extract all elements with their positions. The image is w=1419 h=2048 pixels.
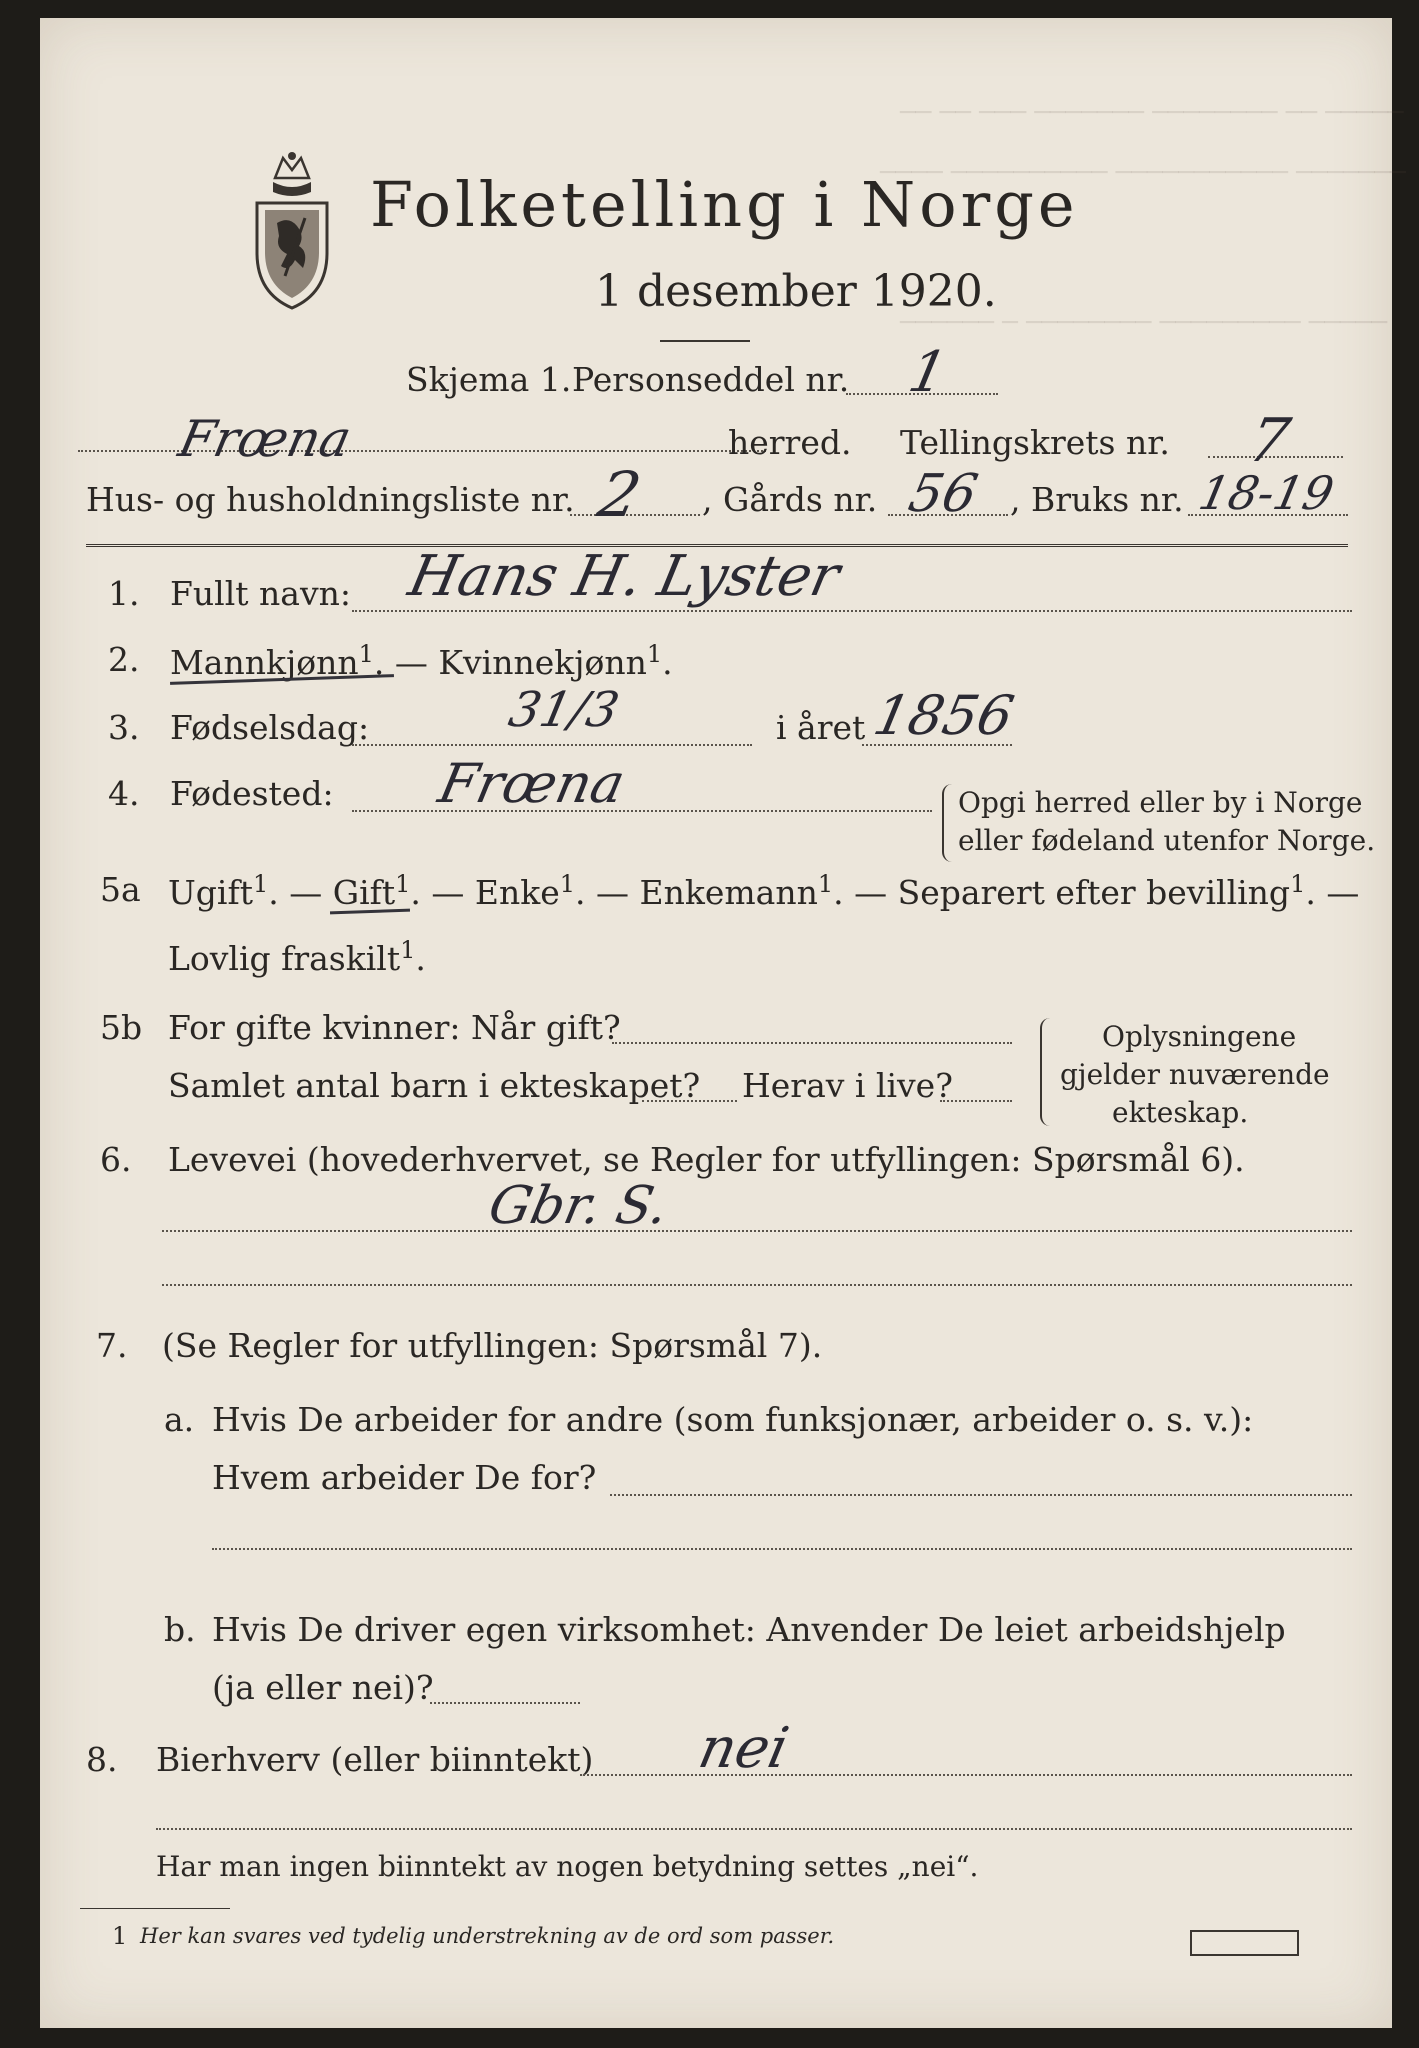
title-divider xyxy=(660,340,750,342)
q5a-number: 5a xyxy=(100,870,141,909)
q6-occupation-value[interactable]: Gbr. S. xyxy=(483,1176,674,1236)
q3-year-label: i året xyxy=(776,708,866,747)
footnote-text: Her kan svares ved tydelig understrekning av de ord som passer. xyxy=(140,1924,835,1948)
q6-field-line-1 xyxy=(162,1230,1352,1232)
q4-label: Fødested: xyxy=(170,774,334,813)
q7-number: 7. xyxy=(96,1326,128,1365)
q5a-separert-option[interactable]: . — Separert efter bevilling xyxy=(833,873,1291,912)
q4-birthplace-value[interactable]: Frœna xyxy=(433,752,631,815)
q5b-label-alive: Herav i live? xyxy=(742,1066,953,1105)
husholdningsliste-value[interactable]: 2 xyxy=(592,458,648,531)
q5b-marriage-date-field-line xyxy=(612,1042,1012,1044)
q6-field-line-2 xyxy=(162,1284,1352,1286)
q5a-fraskilt-option[interactable]: Lovlig fraskilt$^1$. xyxy=(168,936,426,978)
q5a-marital-options: Ugift$^1$. — Gift$^1$. — Enke$^1$. — Enkemann$^1$. — Separert efter bevilling$^1$. — xyxy=(168,870,1360,912)
bleed-through-text: ── ── ─── ─────── ──────── ── ───── xyxy=(900,98,1404,128)
q1-full-name-value[interactable]: Hans H. Lyster xyxy=(403,544,846,609)
herred-label: herred. xyxy=(728,423,852,462)
q5a-ugift-option[interactable]: Ugift xyxy=(168,873,253,912)
q2-female-option[interactable]: Kvinnekjønn xyxy=(438,643,647,682)
q3-birth-year-value[interactable]: 1856 xyxy=(868,684,1020,747)
q5b-note-line2: gjelder nuværende xyxy=(1060,1058,1330,1091)
q1-field-line xyxy=(352,610,1352,612)
q3-label: Fødselsdag: xyxy=(170,708,370,747)
tellingskrets-label: Tellingskrets nr. xyxy=(900,423,1170,462)
form-title: Folketelling i Norge xyxy=(370,168,1079,241)
q2-sex-options: Mannkjønn$^1$. — Kvinnekjønn$^1$. xyxy=(170,640,673,682)
printer-stamp xyxy=(1190,1930,1299,1956)
tellingskrets-value[interactable]: 7 xyxy=(1242,406,1296,476)
norwegian-coat-of-arms-icon xyxy=(245,148,340,313)
q3-day-field-line xyxy=(352,744,752,746)
q7a-line2: Hvem arbeider De for? xyxy=(212,1458,597,1497)
q1-number: 1. xyxy=(108,574,140,613)
q5b-number: 5b xyxy=(100,1008,143,1047)
bruks-value[interactable]: 18-19 xyxy=(1194,466,1339,520)
bruks-label: , Bruks nr. xyxy=(1010,480,1184,519)
q7b-hired-help-field-line xyxy=(430,1702,580,1704)
q6-number: 6. xyxy=(100,1140,132,1179)
q8-label: Bierhverv (eller biinntekt) xyxy=(156,1740,594,1779)
q3-number: 3. xyxy=(108,708,140,747)
q7b-number: b. xyxy=(164,1610,196,1649)
q5b-alive-field-line xyxy=(940,1100,1012,1102)
personseddel-value[interactable]: 1 xyxy=(903,340,953,405)
q7a-line1: Hvis De arbeider for andre (som funksjonær, arbeider o. s. v.): xyxy=(212,1400,1254,1439)
census-date: 1 desember 1920. xyxy=(595,266,997,317)
bleed-through-text: ──── ────────── ─────────── ─────── xyxy=(880,158,1406,188)
q5b-label-children: Samlet antal barn i ekteskapet? xyxy=(168,1066,701,1105)
footnote-rule xyxy=(80,1908,230,1909)
q2-male-option[interactable]: Mannkjønn xyxy=(170,643,359,682)
q4-note-line1: Opgi herred eller by i Norge xyxy=(958,786,1363,819)
husholdningsliste-label: Hus- og husholdningsliste nr. xyxy=(86,480,575,519)
q8-side-income-value[interactable]: nei xyxy=(693,1716,795,1781)
q4-note-line2: eller fødeland utenfor Norge. xyxy=(958,824,1376,857)
q5a-gift-option[interactable]: Gift xyxy=(332,873,396,912)
q7a-employer-field-line xyxy=(610,1494,1352,1496)
footnote-mark: 1 xyxy=(112,1922,128,1950)
gards-label: , Gårds nr. xyxy=(702,480,878,519)
q7b-line1: Hvis De driver egen virksomhet: Anvender De leiet arbeidshjelp xyxy=(212,1610,1286,1649)
q3-birthdate-value[interactable]: 31/3 xyxy=(504,682,624,738)
q7a-number: a. xyxy=(164,1400,195,1439)
q8-field-line-2 xyxy=(156,1828,1352,1830)
q4-number: 4. xyxy=(108,774,140,813)
q1-label: Fullt navn: xyxy=(170,574,351,613)
gards-value[interactable]: 56 xyxy=(903,464,983,524)
personseddel-label: Personseddel nr. xyxy=(572,360,850,399)
q5b-note-brace xyxy=(1040,1018,1054,1126)
q5a-enkemann-option[interactable]: . — Enkemann xyxy=(575,873,818,912)
q5b-label-marriage-date: For gifte kvinner: Når gift? xyxy=(168,1008,621,1047)
q7b-line2: (ja eller nei)? xyxy=(212,1668,434,1707)
q4-note-brace xyxy=(942,784,954,862)
q5b-children-field-line xyxy=(642,1100,737,1102)
q7-label: (Se Regler for utfyllingen: Spørsmål 7). xyxy=(162,1326,823,1365)
q5b-note-line1: Oplysningene xyxy=(1102,1020,1297,1053)
bleed-through-text: ────── ─ ──────── ───────── ───── xyxy=(900,308,1388,338)
q2-number: 2. xyxy=(108,640,140,679)
q5b-note-line3: ekteskap. xyxy=(1112,1096,1249,1129)
q6-label: Levevei (hovederhvervet, se Regler for utfyllingen: Spørsmål 6). xyxy=(168,1140,1245,1179)
nei-instruction: Har man ingen biinntekt av nogen betydning settes „nei“. xyxy=(156,1850,979,1883)
skjema-label: Skjema 1. xyxy=(406,360,572,399)
q5a-enke-option[interactable]: . — Enke xyxy=(410,873,560,912)
q8-number: 8. xyxy=(86,1740,118,1779)
q7a-employer-field-line-2 xyxy=(212,1548,1352,1550)
census-form-sheet xyxy=(40,18,1406,2028)
herred-value[interactable]: Frœna xyxy=(173,410,357,468)
